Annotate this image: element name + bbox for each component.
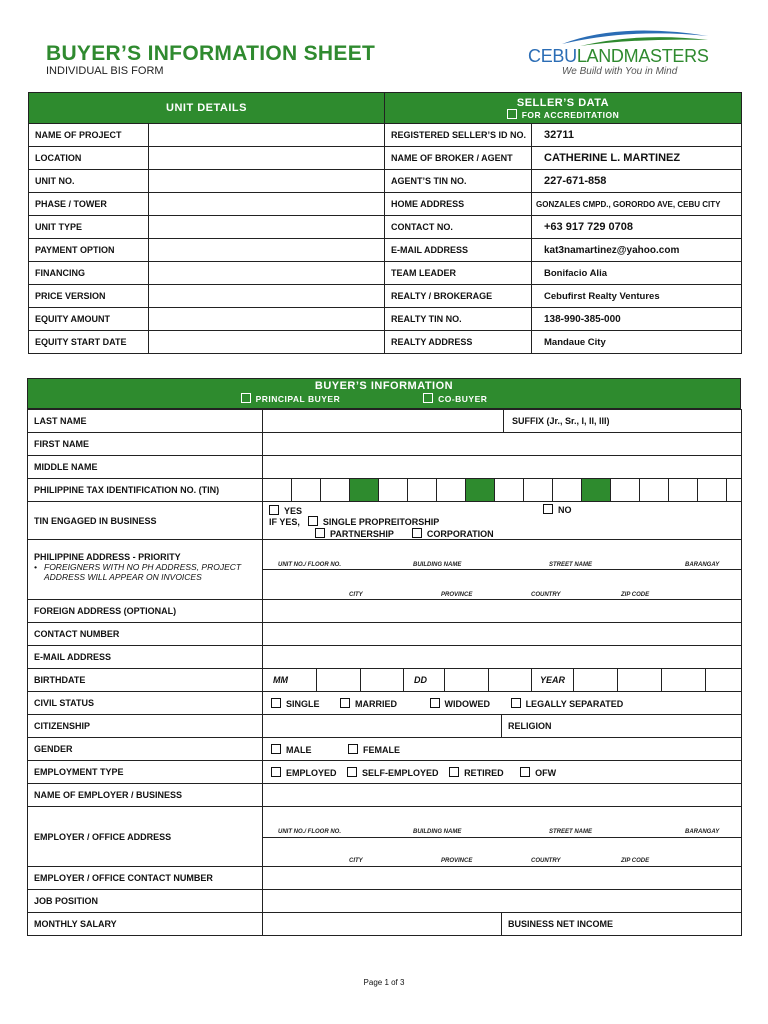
- tin-digit[interactable]: [437, 479, 466, 501]
- label-employer-contact: EMPLOYER / OFFICE CONTACT NUMBER: [28, 867, 263, 890]
- employment-options: EMPLOYED SELF-EMPLOYED RETIRED OFW: [263, 761, 742, 784]
- field-project[interactable]: [149, 124, 385, 147]
- field-email-address[interactable]: [263, 646, 742, 669]
- field-employer[interactable]: [263, 784, 742, 807]
- label-suffix: SUFFIX (Jr., Sr., I, II, III): [503, 410, 610, 432]
- tin-digit[interactable]: [640, 479, 669, 501]
- field-equity-start[interactable]: [149, 331, 385, 354]
- field-contact-number[interactable]: [263, 623, 742, 646]
- birth-day-2[interactable]: [489, 669, 532, 691]
- label-business-net-income: BUSINESS NET INCOME: [501, 913, 613, 935]
- co-buyer-checkbox[interactable]: [423, 393, 433, 403]
- label-monthly-salary: MONTHLY SALARY: [28, 913, 263, 936]
- label-realty: REALTY / BROKERAGE: [385, 285, 532, 308]
- field-price-version[interactable]: [149, 285, 385, 308]
- birth-year-3[interactable]: [662, 669, 706, 691]
- field-birthdate[interactable]: MM DD YEAR: [263, 669, 742, 692]
- value-realty[interactable]: Cebufirst Realty Ventures: [532, 285, 742, 308]
- form-subtitle: INDIVIDUAL BIS FORM: [46, 65, 164, 77]
- label-religion: RELIGION: [501, 715, 552, 737]
- sellers-data-heading: SELLER’S DATA FOR ACCREDITATION: [385, 93, 742, 124]
- label-home-address: HOME ADDRESS: [385, 193, 532, 216]
- logo-swoosh-icon: [560, 26, 710, 48]
- field-middle-name[interactable]: [263, 456, 742, 479]
- female-checkbox[interactable]: [348, 744, 358, 754]
- field-equity-amount[interactable]: [149, 308, 385, 331]
- widowed-checkbox[interactable]: [430, 698, 440, 708]
- tin-digit[interactable]: [495, 479, 524, 501]
- married-checkbox[interactable]: [340, 698, 350, 708]
- value-realty-tin[interactable]: 138-990-385-000: [532, 308, 742, 331]
- field-monthly-salary[interactable]: [263, 913, 742, 936]
- company-logo: CEBULANDMASTERS: [528, 46, 709, 66]
- label-employment-type: EMPLOYMENT TYPE: [28, 761, 263, 784]
- label-contact-number: CONTACT NUMBER: [28, 623, 263, 646]
- label-equity-amount: EQUITY AMOUNT: [29, 308, 149, 331]
- tin-digit[interactable]: [321, 479, 350, 501]
- value-agent-tin[interactable]: 227-671-858: [532, 170, 742, 193]
- label-first-name: FIRST NAME: [28, 433, 263, 456]
- corporation-checkbox[interactable]: [412, 528, 422, 538]
- value-contact-no[interactable]: +63 917 729 0708: [532, 216, 742, 239]
- label-location: LOCATION: [29, 147, 149, 170]
- field-employer-address[interactable]: UNIT NO./ FLOOR NO. BUILDING NAME STREET NAME BARANGAY CITY PROVINCE COUNTRY ZIP CODE: [263, 807, 742, 867]
- field-location[interactable]: [149, 147, 385, 170]
- value-realty-address[interactable]: Mandaue City: [532, 331, 742, 354]
- tin-separator: [466, 479, 495, 501]
- birth-day-1[interactable]: [445, 669, 489, 691]
- label-unit-type: UNIT TYPE: [29, 216, 149, 239]
- label-payment: PAYMENT OPTION: [29, 239, 149, 262]
- label-employer-address: EMPLOYER / OFFICE ADDRESS: [28, 807, 263, 867]
- field-ph-address[interactable]: UNIT NO./ FLOOR NO. BUILDING NAME STREET NAME BARANGAY CITY PROVINCE COUNTRY ZIP CODE: [263, 540, 742, 600]
- tin-business-options: YES NO IF YES, SINGLE PROPREITORSHIP PARTNERSHIP CORPORATION: [263, 502, 742, 540]
- label-citizenship: CITIZENSHIP: [28, 715, 263, 738]
- birth-year-2[interactable]: [618, 669, 662, 691]
- ofw-checkbox[interactable]: [520, 767, 530, 777]
- form-title: BUYER’S INFORMATION SHEET: [46, 42, 376, 65]
- legally-separated-checkbox[interactable]: [511, 698, 521, 708]
- label-realty-address: REALTY ADDRESS: [385, 331, 532, 354]
- field-unit-no[interactable]: [149, 170, 385, 193]
- civil-status-options: SINGLE MARRIED WIDOWED LEGALLY SEPARATED: [263, 692, 742, 715]
- field-foreign-address[interactable]: [263, 600, 742, 623]
- value-seller-id[interactable]: 32711: [532, 124, 742, 147]
- tin-separator: [582, 479, 611, 501]
- unit-details-heading: UNIT DETAILS: [29, 93, 385, 124]
- ph-address-note: FOREIGNERS WITH NO PH ADDRESS, PROJECT ADDRESS WILL APPEAR ON INVOICES: [44, 562, 242, 582]
- gender-options: MALE FEMALE: [263, 738, 742, 761]
- field-last-name[interactable]: [263, 410, 742, 433]
- label-team-leader: TEAM LEADER: [385, 262, 532, 285]
- partnership-checkbox[interactable]: [315, 528, 325, 538]
- tin-digit[interactable]: [611, 479, 640, 501]
- tin-digit[interactable]: [292, 479, 321, 501]
- field-employer-contact[interactable]: [263, 867, 742, 890]
- buyer-info-table: [27, 409, 742, 936]
- tin-digit[interactable]: [379, 479, 408, 501]
- logo-tagline: We Build with You in Mind: [562, 66, 678, 77]
- field-payment[interactable]: [149, 239, 385, 262]
- label-contact-no: CONTACT NO.: [385, 216, 532, 239]
- buyers-info-heading: BUYER’S INFORMATION PRINCIPAL BUYER CO-BUYER: [27, 378, 741, 409]
- label-email: E-MAIL ADDRESS: [385, 239, 532, 262]
- label-ph-address: PHILIPPINE ADDRESS - PRIORITY • FOREIGNERS WITH NO PH ADDRESS, PROJECT ADDRESS WILL APPEAR ON INVOICES: [28, 540, 263, 600]
- label-phase: PHASE / TOWER: [29, 193, 149, 216]
- label-birthdate: BIRTHDATE: [28, 669, 263, 692]
- field-citizenship[interactable]: [263, 715, 742, 738]
- field-financing[interactable]: [149, 262, 385, 285]
- unit-seller-table: [28, 92, 742, 354]
- field-phase[interactable]: [149, 193, 385, 216]
- tin-digit[interactable]: [669, 479, 698, 501]
- tin-yes-checkbox[interactable]: [269, 505, 279, 515]
- label-tin-business: TIN ENGAGED IN BUSINESS: [28, 502, 263, 540]
- field-first-name[interactable]: [263, 433, 742, 456]
- label-email-address: E-MAIL ADDRESS: [28, 646, 263, 669]
- tin-digit[interactable]: [408, 479, 437, 501]
- label-project: NAME OF PROJECT: [29, 124, 149, 147]
- tin-digit[interactable]: [698, 479, 727, 501]
- label-equity-start: EQUITY START DATE: [29, 331, 149, 354]
- field-job-position[interactable]: [263, 890, 742, 913]
- accreditation-checkbox[interactable]: [507, 109, 517, 119]
- tin-digit[interactable]: [263, 479, 292, 501]
- label-unit-no: UNIT NO.: [29, 170, 149, 193]
- label-last-name: LAST NAME: [28, 410, 263, 433]
- label-tin: PHILIPPINE TAX IDENTIFICATION NO. (TIN): [28, 479, 263, 502]
- label-job-position: JOB POSITION: [28, 890, 263, 913]
- sole-prop-checkbox[interactable]: [308, 516, 318, 526]
- page-number: Page 1 of 3: [363, 978, 405, 987]
- value-broker[interactable]: CATHERINE L. MARTINEZ: [532, 147, 742, 170]
- birth-month-1[interactable]: [317, 669, 361, 691]
- label-price-version: PRICE VERSION: [29, 285, 149, 308]
- label-agent-tin: AGENT’S TIN NO.: [385, 170, 532, 193]
- label-financing: FINANCING: [29, 262, 149, 285]
- value-email[interactable]: kat3namartinez@yahoo.com: [532, 239, 742, 262]
- value-team-leader[interactable]: Bonifacio Alia: [532, 262, 742, 285]
- self-employed-checkbox[interactable]: [347, 767, 357, 777]
- label-employer: NAME OF EMPLOYER / BUSINESS: [28, 784, 263, 807]
- label-civil-status: CIVIL STATUS: [28, 692, 263, 715]
- tin-digit[interactable]: [524, 479, 553, 501]
- tin-digit[interactable]: [553, 479, 582, 501]
- male-checkbox[interactable]: [271, 744, 281, 754]
- birth-month-2[interactable]: [361, 669, 404, 691]
- retired-checkbox[interactable]: [449, 767, 459, 777]
- label-gender: GENDER: [28, 738, 263, 761]
- tin-boxes[interactable]: [263, 479, 742, 502]
- principal-buyer-checkbox[interactable]: [241, 393, 251, 403]
- tin-no-checkbox[interactable]: [543, 504, 553, 514]
- label-seller-id: REGISTERED SELLER’S ID NO.: [385, 124, 532, 147]
- label-foreign-address: FOREIGN ADDRESS (OPTIONAL): [28, 600, 263, 623]
- label-realty-tin: REALTY TIN NO.: [385, 308, 532, 331]
- single-checkbox[interactable]: [271, 698, 281, 708]
- value-home-address[interactable]: GONZALES CMPD., GORORDO AVE, CEBU CITY: [532, 193, 742, 216]
- label-middle-name: MIDDLE NAME: [28, 456, 263, 479]
- field-unit-type[interactable]: [149, 216, 385, 239]
- label-broker: NAME OF BROKER / AGENT: [385, 147, 532, 170]
- employed-checkbox[interactable]: [271, 767, 281, 777]
- tin-separator: [350, 479, 379, 501]
- birth-year-1[interactable]: [574, 669, 618, 691]
